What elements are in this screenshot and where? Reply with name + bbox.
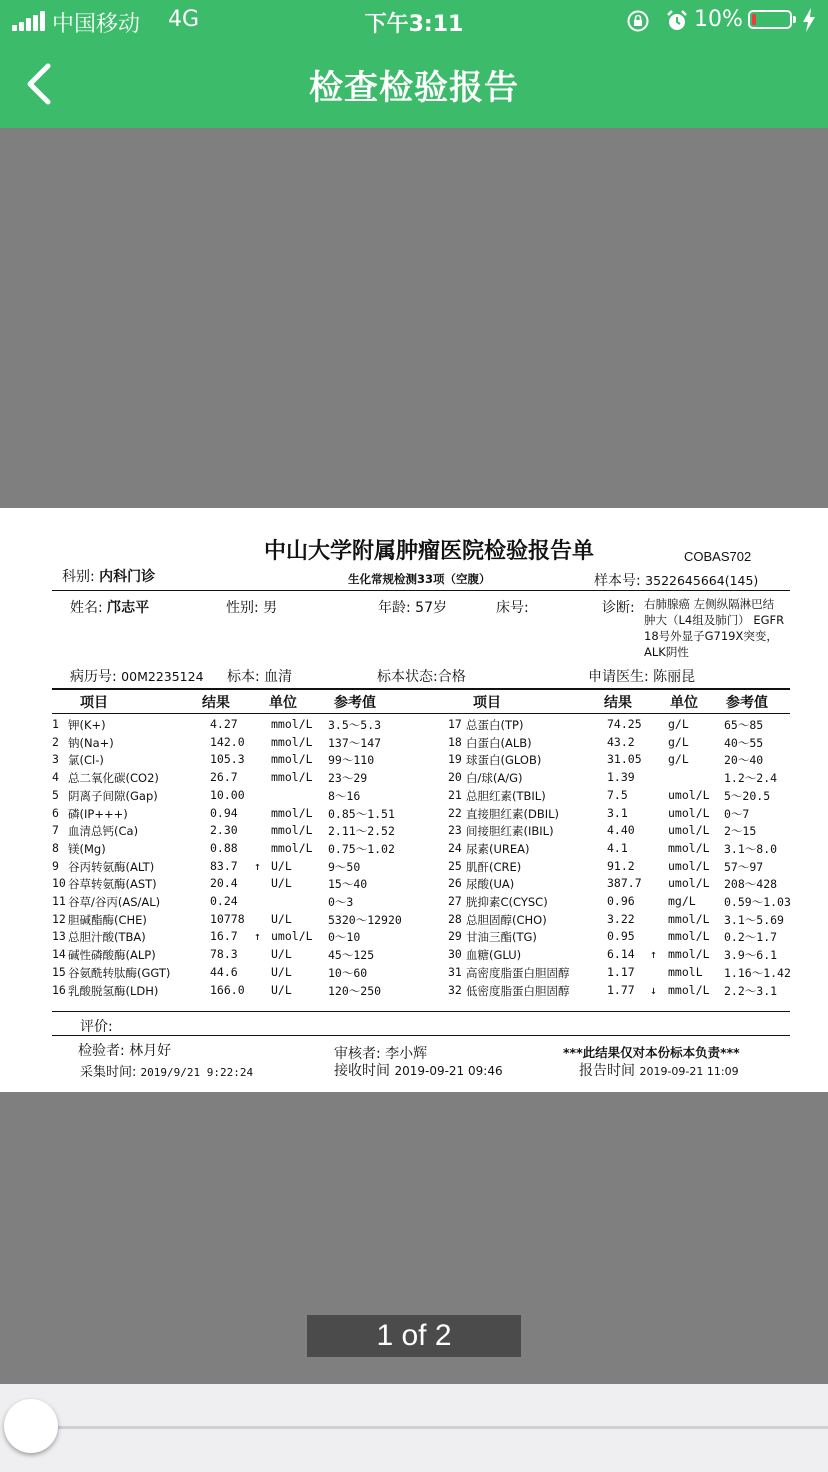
battery-percent: 10% <box>694 7 743 32</box>
row-number: 4 <box>52 770 59 785</box>
test-unit: mmol/L <box>668 982 710 997</box>
reference-range: 0.2～1.7 <box>724 930 778 945</box>
row-number: 27 <box>448 894 462 908</box>
diagnosis-text <box>644 596 784 660</box>
divider <box>52 713 790 714</box>
diagnosis-line: 右肺腺癌 左侧纵隔淋巴结 <box>644 597 775 611</box>
test-result: 26.7 <box>210 770 238 785</box>
page-indicator: 1 of 2 <box>307 1315 521 1357</box>
table-row <box>0 947 828 964</box>
abnormal-flag: ↑ <box>254 858 261 873</box>
test-name: 总二氧化碳(CO2) <box>68 771 159 786</box>
test-name: 钠(Na+) <box>68 735 114 750</box>
instrument-code: COBAS702 <box>684 549 752 564</box>
col-result: 结果 <box>202 695 230 711</box>
record-label: 病历号: <box>70 669 117 685</box>
test-result: 0.96 <box>607 894 635 908</box>
top-bar <box>0 0 828 128</box>
rotation-lock-icon <box>626 9 650 33</box>
test-unit: mmol/L <box>271 717 313 731</box>
test-result: 3.22 <box>607 911 635 926</box>
test-result: 387.7 <box>607 876 642 891</box>
charging-icon <box>801 8 817 32</box>
divider <box>52 688 790 690</box>
sample-no: 3522645664(145) <box>645 573 759 588</box>
abnormal-flag: ↑ <box>254 929 261 944</box>
diagnosis-line: 肿大（L4组及肺门） EGFR <box>644 613 785 627</box>
reference-range: 57～97 <box>724 859 764 874</box>
test-result: 142.0 <box>210 734 245 749</box>
row-number: 15 <box>52 964 66 979</box>
test-unit: mmol/L <box>271 752 313 767</box>
table-row <box>0 717 828 734</box>
test-result: 83.7 <box>210 858 238 873</box>
test-name: 肌酐(CRE) <box>466 859 522 874</box>
divider <box>52 1011 790 1012</box>
col-item: 项目 <box>80 695 108 711</box>
reference-range: 2～15 <box>724 824 757 839</box>
diagnosis-line: 18号外显子G719X突变， <box>644 629 778 643</box>
row-number: 21 <box>448 787 462 802</box>
test-unit: mmol/L <box>668 840 710 855</box>
table-row <box>0 823 828 840</box>
table-row <box>0 894 828 911</box>
receive-label: 接收时间 <box>334 1063 390 1079</box>
reference-range: 3.9～6.1 <box>724 948 778 963</box>
col-unit: 单位 <box>670 695 698 711</box>
test-result: 44.6 <box>210 964 238 979</box>
row-number: 26 <box>448 876 462 891</box>
test-unit: U/L <box>271 982 292 997</box>
reference-range: 8～16 <box>328 788 361 803</box>
test-name: 氯(Cl-) <box>68 753 104 768</box>
diagnosis-line: ALK阴性 <box>644 645 689 659</box>
test-unit: umol/L <box>668 805 710 820</box>
test-unit: U/L <box>271 964 292 979</box>
row-number: 19 <box>448 752 462 767</box>
doctor-label: 申请医生: <box>588 669 649 685</box>
test-unit: mmolL <box>668 964 703 979</box>
test-result: 10778 <box>210 911 245 926</box>
test-name: 球蛋白(GLOB) <box>466 753 542 768</box>
table-row <box>0 929 828 946</box>
test-result: 166.0 <box>210 982 245 997</box>
dept-label: 科别: <box>62 569 95 585</box>
reference-range: 0～7 <box>724 806 750 821</box>
reviewer-label: 审核者: <box>334 1046 381 1062</box>
reference-range: 15～40 <box>328 877 368 892</box>
test-result: 10.00 <box>210 787 245 802</box>
table-row <box>0 735 828 752</box>
reference-range: 0～10 <box>328 930 361 945</box>
row-number: 22 <box>448 805 462 820</box>
dept-value: 内科门诊 <box>99 569 156 585</box>
abnormal-flag: ↓ <box>650 982 657 997</box>
test-name: 钾(K+) <box>68 718 106 732</box>
row-number: 16 <box>52 982 66 997</box>
test-name: 谷氨酰转肽酶(GGT) <box>68 965 171 980</box>
collect-label: 采集时间: <box>80 1065 137 1080</box>
lab-report-page[interactable] <box>0 508 828 1092</box>
reference-range: 0.75～1.02 <box>328 841 395 856</box>
test-name: 磷(IP+++) <box>68 806 128 821</box>
row-number: 29 <box>448 929 462 944</box>
sex-label: 性别: <box>226 600 259 616</box>
test-result: 4.40 <box>607 823 635 838</box>
test-result: 6.14 <box>607 947 635 962</box>
test-unit: umol/L <box>668 876 710 891</box>
sample-label: 样本号: <box>594 573 641 589</box>
row-number: 3 <box>52 752 59 767</box>
col-unit: 单位 <box>269 695 297 711</box>
test-result: 74.25 <box>607 717 642 731</box>
patient-age: 57岁 <box>415 600 447 616</box>
col-item: 项目 <box>473 695 501 711</box>
test-name: 总蛋白(TP) <box>466 718 524 732</box>
row-number: 14 <box>52 947 66 962</box>
test-name: 甘油三酯(TG) <box>466 930 537 945</box>
reference-range: 23～29 <box>328 771 368 786</box>
table-row <box>0 983 828 1000</box>
test-unit: g/L <box>668 752 689 767</box>
test-name: 谷丙转氨酶(ALT) <box>68 859 155 874</box>
table-row <box>0 912 828 929</box>
test-name: 总胆固醇(CHO) <box>466 912 547 927</box>
reference-range: 1.16～1.42 <box>724 965 791 980</box>
age-label: 年龄: <box>378 600 411 616</box>
reference-range: 45～125 <box>328 948 375 963</box>
test-name: 直接胆红素(DBIL) <box>466 806 560 821</box>
test-result: 0.94 <box>210 805 238 820</box>
test-unit: umol/L <box>668 787 710 802</box>
doctor-name: 陈丽昆 <box>653 669 696 685</box>
reference-range: 137～147 <box>328 735 382 750</box>
test-unit: mmol/L <box>271 770 313 785</box>
row-number: 1 <box>52 717 59 731</box>
row-number: 32 <box>448 982 462 997</box>
test-result: 1.17 <box>607 964 635 979</box>
test-name: 乳酸脱氢酶(LDH) <box>68 983 159 998</box>
name-label: 姓名: <box>70 600 103 616</box>
row-number: 11 <box>52 894 66 908</box>
divider <box>52 1035 790 1036</box>
page-title: 检查检验报告 <box>309 68 519 108</box>
reference-range: 3.1～8.0 <box>724 841 778 856</box>
col-result: 结果 <box>604 695 632 711</box>
test-unit: mmol/L <box>271 840 313 855</box>
test-result: 3.1 <box>607 805 628 820</box>
comment-label: 评价: <box>80 1019 113 1035</box>
page-slider[interactable] <box>0 1384 828 1472</box>
test-name: 间接胆红素(IBIL) <box>466 824 554 839</box>
row-number: 23 <box>448 823 462 838</box>
carrier-name: 中国移动 <box>52 12 141 37</box>
row-number: 25 <box>448 858 462 873</box>
row-number: 2 <box>52 734 59 749</box>
row-number: 13 <box>52 929 66 944</box>
slider-track[interactable] <box>30 1426 828 1429</box>
test-name: 低密度脂蛋白胆固醇 <box>466 983 570 998</box>
reference-range: 40～55 <box>724 735 764 750</box>
test-name: 尿素(UREA) <box>466 841 530 856</box>
test-result: 105.3 <box>210 752 245 767</box>
test-name: 总胆汁酸(TBA) <box>68 930 146 945</box>
row-number: 12 <box>52 911 66 926</box>
test-name: 总胆红素(TBIL) <box>466 788 546 803</box>
battery-icon <box>748 10 792 29</box>
row-number: 18 <box>448 734 462 749</box>
tester-name: 林月好 <box>129 1043 172 1059</box>
reference-range: 5320～12920 <box>328 912 402 927</box>
row-number: 6 <box>52 805 59 820</box>
bed-label: 床号: <box>496 600 529 616</box>
test-name: 谷草转氨酶(AST) <box>68 877 157 892</box>
row-number: 30 <box>448 947 462 962</box>
network-type: 4G <box>168 7 200 32</box>
record-no: 00M2235124 <box>121 669 204 684</box>
test-unit: mmol/L <box>668 929 710 944</box>
test-result: 43.2 <box>607 734 635 749</box>
specimen-label: 标本: <box>227 669 260 685</box>
alarm-icon <box>665 9 689 33</box>
table-row <box>0 806 828 823</box>
reference-range: 99～110 <box>328 753 375 768</box>
test-result: 20.4 <box>210 876 238 891</box>
receive-time: 2019-09-21 09:46 <box>394 1064 503 1078</box>
test-unit: umol/L <box>271 929 313 944</box>
slider-knob[interactable] <box>4 1399 58 1453</box>
reference-range: 3.1～5.69 <box>724 912 784 927</box>
reference-range: 1.2～2.4 <box>724 771 778 786</box>
test-name: 白/球(A/G) <box>466 771 523 786</box>
reference-range: 2.2～3.1 <box>724 983 778 998</box>
col-ref: 参考值 <box>726 695 768 711</box>
test-unit: g/L <box>668 717 689 731</box>
table-row <box>0 965 828 982</box>
test-name: 碱性磷酸酶(ALP) <box>68 948 156 963</box>
test-result: 1.39 <box>607 770 635 785</box>
row-number: 24 <box>448 840 462 855</box>
status-bar <box>0 0 828 42</box>
test-result: 7.5 <box>607 787 628 802</box>
reference-range: 5～20.5 <box>724 788 771 803</box>
test-name: 胆碱酯酶(CHE) <box>68 912 147 927</box>
table-row <box>0 752 828 769</box>
test-name: 镁(Mg) <box>68 841 106 856</box>
test-result: 0.95 <box>607 929 635 944</box>
report-time: 2019-09-21 11:09 <box>639 1065 739 1078</box>
reviewer-name: 李小辉 <box>385 1046 428 1062</box>
reference-range: 9～50 <box>328 859 361 874</box>
row-number: 17 <box>448 717 462 731</box>
test-unit: U/L <box>271 858 292 873</box>
test-name: 谷草/谷丙(AS/AL) <box>68 895 161 909</box>
row-number: 31 <box>448 964 462 979</box>
table-header <box>0 692 828 712</box>
test-result: 0.88 <box>210 840 238 855</box>
reference-range: 2.11～2.52 <box>328 824 395 839</box>
status-time: 下午3:11 <box>364 12 464 37</box>
test-result: 31.05 <box>607 752 642 767</box>
test-result: 1.77 <box>607 982 635 997</box>
test-unit: U/L <box>271 947 292 962</box>
test-unit: umol/L <box>668 858 710 873</box>
test-unit: U/L <box>271 911 292 926</box>
row-number: 10 <box>52 876 66 891</box>
test-name: 胱抑素C(CYSC) <box>466 895 548 909</box>
table-row <box>0 770 828 787</box>
row-number: 8 <box>52 840 59 855</box>
test-unit: mmol/L <box>668 911 710 926</box>
test-unit: mmol/L <box>271 805 313 820</box>
report-title: 中山大学附属肿瘤医院检验报告单 <box>263 538 594 564</box>
test-unit: g/L <box>668 734 689 749</box>
test-name: 高密度脂蛋白胆固醇 <box>466 965 570 980</box>
specimen-state: 标本状态:合格 <box>377 669 466 685</box>
test-result: 0.24 <box>210 894 238 908</box>
test-name: 白蛋白(ALB) <box>466 735 532 750</box>
patient-sex: 男 <box>263 600 278 616</box>
test-name: 血糖(GLU) <box>466 948 522 963</box>
row-number: 28 <box>448 911 462 926</box>
row-number: 5 <box>52 787 59 802</box>
diag-label: 诊断: <box>602 600 635 616</box>
test-unit: mmol/L <box>271 823 313 838</box>
collect-time: 2019/9/21 9:22:24 <box>140 1066 254 1079</box>
reference-range: 0～3 <box>328 895 354 909</box>
divider <box>52 590 790 591</box>
test-result: 2.30 <box>210 823 238 838</box>
test-name: 阴离子间隙(Gap) <box>68 788 158 803</box>
table-row <box>0 788 828 805</box>
test-result: 4.27 <box>210 717 238 731</box>
tester-label: 检验者: <box>78 1043 125 1059</box>
reference-range: 0.85～1.51 <box>328 806 395 821</box>
row-number: 20 <box>448 770 462 785</box>
test-unit: umol/L <box>668 823 710 838</box>
test-result: 16.7 <box>210 929 238 944</box>
specimen-value: 血清 <box>264 669 293 685</box>
reference-range: 20～40 <box>724 753 764 768</box>
reference-range: 120～250 <box>328 983 382 998</box>
table-row <box>0 841 828 858</box>
panel-name: 生化常规检测33项（空腹） <box>348 572 491 586</box>
reference-range: 65～85 <box>724 718 764 732</box>
test-result: 78.3 <box>210 947 238 962</box>
test-unit: U/L <box>271 876 292 891</box>
test-unit: mg/L <box>668 894 696 908</box>
test-name: 尿酸(UA) <box>466 877 515 892</box>
test-unit: mmol/L <box>271 734 313 749</box>
reference-range: 0.59～1.03 <box>724 895 791 909</box>
table-row <box>0 859 828 876</box>
disclaimer: ***此结果仅对本份标本负责*** <box>563 1045 740 1060</box>
report-time-label: 报告时间 <box>579 1063 635 1079</box>
reference-range: 10～60 <box>328 965 368 980</box>
abnormal-flag: ↑ <box>650 947 657 962</box>
col-ref: 参考值 <box>334 695 376 711</box>
test-result: 4.1 <box>607 840 628 855</box>
reference-range: 208～428 <box>724 877 778 892</box>
patient-name: 邝志平 <box>107 600 150 616</box>
table-row <box>0 876 828 893</box>
reference-range: 3.5～5.3 <box>328 718 382 732</box>
test-result: 91.2 <box>607 858 635 873</box>
row-number: 9 <box>52 858 59 873</box>
test-name: 血清总钙(Ca) <box>68 824 139 839</box>
test-unit: mmol/L <box>668 947 710 962</box>
row-number: 7 <box>52 823 59 838</box>
